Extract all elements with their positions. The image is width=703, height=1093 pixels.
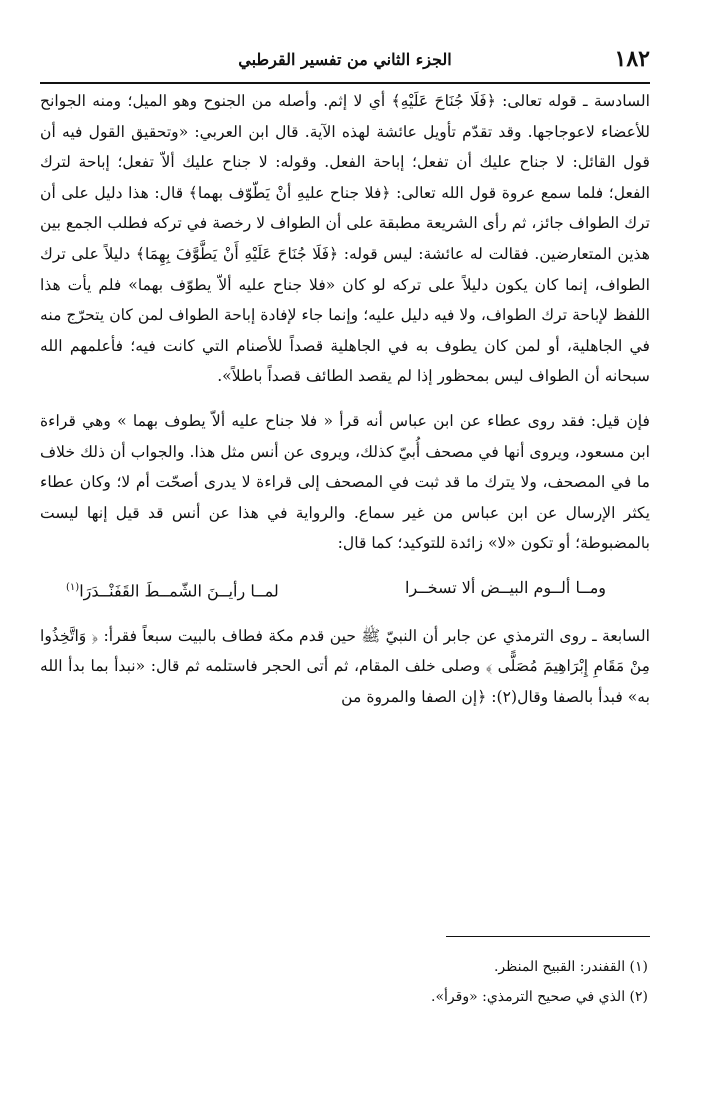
footnote-1: (١) القفندر: القبيح المنظر.: [493, 959, 648, 975]
footnotes: [40, 952, 650, 1012]
paragraph-sixth-issue: السادسة ـ قوله تعالى: ﴿فَلَا جُنَاحَ عَلَيْهِ﴾ أي لا إثم. وأصله من الجنوح وهو الميل؛ ومنه الجوانح للأعضاء لاعوجاجها. وقد تقدّم تأويل عائشة لهذه الآية. قال ابن العربي: «وتحقيق القول فيه أن قول القائل: لا جناح عليك أن تفعل؛ إباحة الفعل. وقوله: لا جناح عليك ألاّ تفعل؛ إباحة لترك الفعل؛ فلما سمع عروة قول الله تعالى: ﴿فلا جناح عليهِ أنْ يَطّوّف بهما﴾ قال: هذا دليل على أن ترك الطواف جائز، ثم رأى الشريعة مطبقة على أن الطواف لا رخصة في تركه فطلب الجمع بين هذين المتعارضين. فقالت له عائشة: ليس قوله: ﴿فَلَا جُنَاحَ عَلَيْهِ أَنْ يَطَّوَّفَ بِهِمَا﴾ دليلاً على ترك الطواف، إنما كان يكون دليلاً على تركه لو كان «فلا جناح عليه ألاّ يطوّف بهما» فلم يأت هذا اللفظ لإباحة ترك الطواف، ولا فيه دليل عليه؛ وإنما جاء لإفادة إباحة الطواف لمن كان يتحرّج منه في الجاهلية، أو لمن كان يطوف به في الجاهلية قصداً للأصنام التي كانت فيه؛ فأعلمهم الله سبحانه أن الطواف ليس بمحظور إذا لم يقصد الطائف قصداً باطلاً».: [40, 92, 650, 386]
page-header: [40, 40, 650, 80]
paragraph-objection: فإن قيل: فقد روى عطاء عن ابن عباس أنه قرأ « فلا جناح عليه ألاّ يطوف بهما » وهي قراءة ابن مسعود، ويروى أنها في مصحف أُبيّ كذلك، ويروى عن أنس مثل هذا. والجواب أن ذلك خلاف ما في المصحف، ولا يترك ما قد ثبت في المصحف إلى قراءة لا يدرى أصحّت أم لا؛ وكان عطاء يكثر الإرسال عن ابن عباس من غير سماع. والرواية في هذا عن أنس قد قيل إنها ليست بالمضبوطة؛ أو تكون «لا» زائدة للتوكيد؛ كما قال:: [40, 411, 650, 553]
poem-left-text: لمــا رأيــنَ الشّمــطَ القَفَنْــدَرَا: [79, 581, 279, 601]
footnote-2: (٢) الذي في صحيح الترمذي: «وقرأ».: [431, 989, 648, 1005]
main-text: [40, 86, 650, 713]
paragraph-seventh-issue: السابعة ـ روى الترمذي عن جابر أن النبيّ ﷺ حين قدم مكة فطاف بالبيت سبعاً فقرأ: ﴿ وَاتَّخِذُوا مِنْ مَقَامِ إِبْرَاهِيمَ مُصَلًّى ﴾ وصلى خلف المقام، ثم أتى الحجر فاستلمه ثم قال: «نبدأ بما بدأ الله به» فبدأ بالصفا وقال(٢): ﴿إن الصفا والمروة من: [40, 626, 650, 707]
poem-left-hemistich: [66, 573, 279, 607]
footnote-mark: (١): [66, 581, 80, 593]
running-title: الجزء الثاني من تفسير القرطبي: [238, 50, 452, 69]
footnote-rule: [446, 936, 650, 937]
header-rule: [40, 82, 650, 84]
poem-right-hemistich: ومــا ألــوم البيــض ألا تسخــرا: [405, 577, 606, 597]
page-number: ١٨٢: [614, 46, 650, 72]
poem-verse: [40, 559, 650, 621]
